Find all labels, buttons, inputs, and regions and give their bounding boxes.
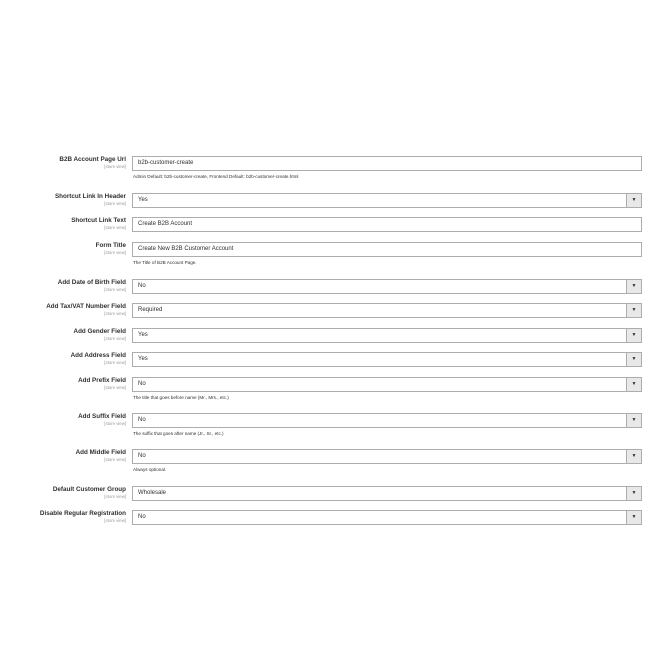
chevron-down-icon[interactable]: ▼: [626, 511, 641, 524]
shortcut-link-in-header-select[interactable]: [132, 193, 642, 208]
scope-label: [store view]: [104, 421, 126, 426]
chevron-down-icon[interactable]: ▼: [626, 304, 641, 317]
chevron-down-icon[interactable]: ▼: [626, 329, 641, 342]
chevron-down-icon[interactable]: ▼: [626, 378, 641, 391]
scope-label: [store view]: [104, 494, 126, 499]
scope-label: [store view]: [104, 360, 126, 365]
field-label: Add Date of Birth Field: [57, 279, 126, 286]
select-value: Yes: [138, 197, 148, 203]
select-value: Yes: [138, 356, 148, 362]
scope-label: [store view]: [104, 311, 126, 316]
select-value: Yes: [138, 332, 148, 338]
chevron-down-icon[interactable]: ▼: [626, 280, 641, 293]
field-label: Disable Regular Registration: [39, 510, 126, 517]
chevron-down-icon[interactable]: ▼: [626, 194, 641, 207]
field-note: Admin Default: b2b-customer-create, Frontend Default: b2b-customer-create.html: [133, 174, 299, 179]
select-value: No: [138, 514, 146, 520]
add-gender-select[interactable]: [132, 328, 642, 343]
field-note: Always optional.: [133, 467, 167, 472]
chevron-down-icon[interactable]: ▼: [626, 487, 641, 500]
chevron-down-icon[interactable]: ▼: [626, 450, 641, 463]
field-label: Add Tax/VAT Number Field: [46, 303, 126, 310]
add-prefix-select[interactable]: [132, 377, 642, 392]
shortcut-link-text-input[interactable]: Create B2B Account: [132, 217, 642, 232]
add-suffix-select[interactable]: [132, 413, 642, 428]
select-value: No: [138, 283, 146, 289]
default-customer-group-select[interactable]: [132, 486, 642, 501]
form-title-input[interactable]: Create New B2B Customer Account: [132, 242, 642, 257]
scope-label: [store view]: [104, 250, 126, 255]
add-address-select[interactable]: [132, 352, 642, 367]
scope-label: [store view]: [104, 336, 126, 341]
field-label: Default Customer Group: [52, 486, 126, 493]
field-label: Add Address Field: [70, 352, 126, 359]
field-label: Shortcut Link In Header: [54, 193, 126, 200]
field-label: Add Middle Field: [75, 449, 126, 456]
field-note: The Title of B2B Account Page.: [133, 260, 197, 265]
scope-label: [store view]: [104, 457, 126, 462]
field-label: Add Gender Field: [73, 328, 126, 335]
scope-label: [store view]: [104, 164, 126, 169]
disable-regular-registration-select[interactable]: [132, 510, 642, 525]
field-note: The title that goes before name (Mr., Mrs., etc.): [133, 395, 229, 400]
field-label: Form Title: [95, 242, 126, 249]
select-value: Required: [138, 307, 163, 313]
field-note: The suffix that goes after name (Jr., Sr., etc.): [133, 431, 224, 436]
scope-label: [store view]: [104, 518, 126, 523]
chevron-down-icon[interactable]: ▼: [626, 414, 641, 427]
field-label: Add Prefix Field: [78, 377, 126, 384]
select-value: Wholesale: [138, 490, 167, 496]
add-date-of-birth-select[interactable]: [132, 279, 642, 294]
field-label: B2B Account Page Url: [59, 156, 126, 163]
scope-label: [store view]: [104, 287, 126, 292]
field-label: Add Suffix Field: [78, 413, 126, 420]
scope-label: [store view]: [104, 201, 126, 206]
select-value: No: [138, 453, 146, 459]
add-tax-vat-number-select[interactable]: [132, 303, 642, 318]
field-label: Shortcut Link Text: [71, 217, 126, 224]
scope-label: [store view]: [104, 225, 126, 230]
select-value: No: [138, 417, 146, 423]
scope-label: [store view]: [104, 385, 126, 390]
add-middle-select[interactable]: [132, 449, 642, 464]
b2b-account-page-url-input[interactable]: b2b-customer-create: [132, 156, 642, 171]
select-value: No: [138, 381, 146, 387]
chevron-down-icon[interactable]: ▼: [626, 353, 641, 366]
